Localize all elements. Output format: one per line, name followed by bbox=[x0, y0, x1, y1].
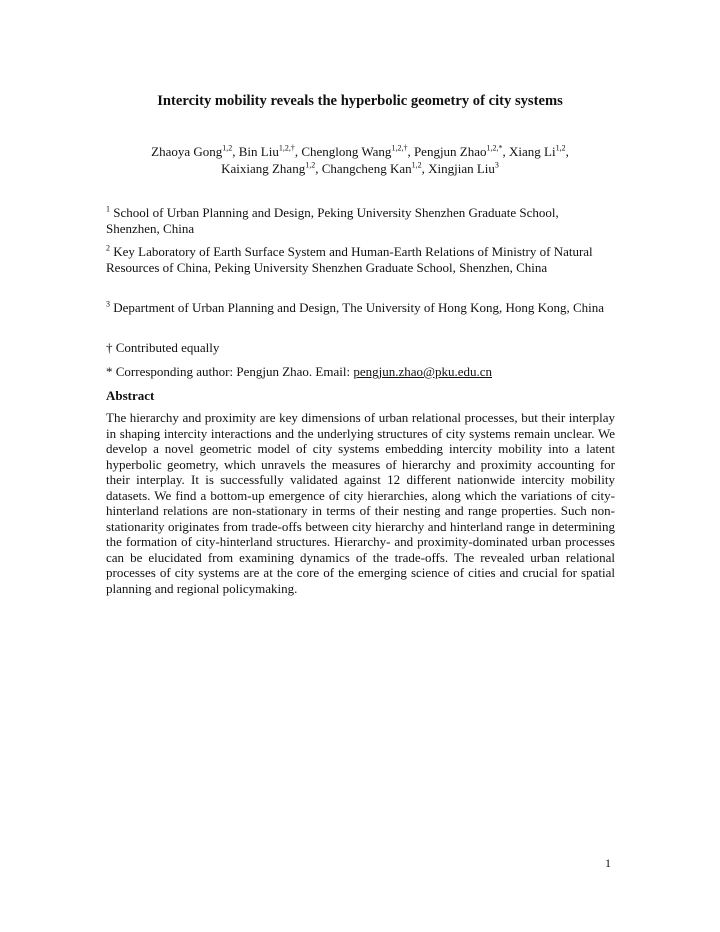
author-name: Xingjian Liu bbox=[428, 161, 495, 176]
affiliation bbox=[106, 244, 612, 276]
abstract-text: The hierarchy and proximity are key dimensions of urban relational processes, but their interplay in shaping intercity interactions and the underlying structures of city systems remain unclear. We develop a novel geometric model of city systems embedding intercity mobility into a latent hyperbolic geometry, which unravels the measures of hierarchy and proximity accounting for their interplay. It is successfully validated against 12 different nationwide intercity mobility datasets. We find a bottom-up emergence of city hierarchies, along which the variations of city-hinterland relations are non-stationary in terms of their nesting and range properties. Such non-stationarity originates from trade-offs between city hierarchy and hinterland range in determining the formation of city-hinterland structures. Hierarchy- and proximity-dominated urban processes can be elucidated from examining dynamics of the trade-offs. The revealed urban relational processes of city systems are at the core of the emerging science of cities and crucial for spatial planning and regional policymaking. bbox=[106, 410, 615, 596]
affiliation-text: Key Laboratory of Earth Surface System and Human-Earth Relations of Ministry of Natural Resources of China, Peking University Shenzhen Graduate School, Shenzhen, China bbox=[106, 244, 593, 275]
author-name: Kaixiang Zhang bbox=[221, 161, 306, 176]
affiliation bbox=[106, 205, 612, 237]
corresponding-author-note bbox=[106, 364, 492, 380]
author-name: Zhaoya Gong bbox=[151, 144, 223, 159]
author-affiliation-mark: 1,2 bbox=[305, 160, 316, 170]
corresponding-author-label: * Corresponding author: Pengjun Zhao. Email: bbox=[106, 364, 354, 379]
affiliation-text: Department of Urban Planning and Design, The University of Hong Kong, Hong Kong, China bbox=[113, 300, 605, 315]
author-list: Zhaoya Gong$^{1,2}$, Bin Liu$^{1,2,\dagger}$, Chenglong Wang$^{1,2,\dagger}$, Pengjun Zhao$^{1,2,*}$, Xiang Li$^{1,2}$, Kaixiang Zhang$^{1,2}$, Changcheng Kan$^{1,2}$, Xingjian Liu$^3$ bbox=[151, 143, 569, 176]
author-name: Chenglong Wang bbox=[301, 144, 392, 159]
author-affiliation-mark: 1,2 bbox=[555, 143, 566, 153]
affiliation-number: 1 bbox=[106, 204, 110, 214]
author-name: Pengjun Zhao bbox=[413, 144, 487, 159]
affiliation bbox=[106, 300, 612, 316]
email-link[interactable]: pengjun.zhao@pku.edu.cn bbox=[353, 364, 493, 379]
author-affiliation-mark: 1,2 bbox=[411, 160, 422, 170]
affiliation-number: 2 bbox=[106, 243, 110, 253]
affiliation-number: 3 bbox=[106, 299, 110, 309]
author-name: Xiang Li bbox=[509, 144, 556, 159]
author-affiliation-mark: 1,2,† bbox=[391, 143, 408, 153]
author-affiliation-mark: 3 bbox=[494, 160, 499, 170]
abstract-heading: Abstract bbox=[106, 388, 155, 403]
affiliation-text: School of Urban Planning and Design, Peking University Shenzhen Graduate School, Shenzhen, China bbox=[106, 205, 559, 236]
author-affiliation-mark: 1,2,† bbox=[278, 143, 295, 153]
author-name: Bin Liu bbox=[238, 144, 279, 159]
paper-title: Intercity mobility reveals the hyperbolic geometry of city systems bbox=[157, 93, 563, 109]
author-name: Changcheng Kan bbox=[321, 161, 412, 176]
page-number: 1 bbox=[605, 856, 611, 870]
author-affiliation-mark: 1,2,* bbox=[486, 143, 503, 153]
equal-contribution-note: † Contributed equally bbox=[106, 340, 220, 355]
author-affiliation-mark: 1,2 bbox=[222, 143, 233, 153]
